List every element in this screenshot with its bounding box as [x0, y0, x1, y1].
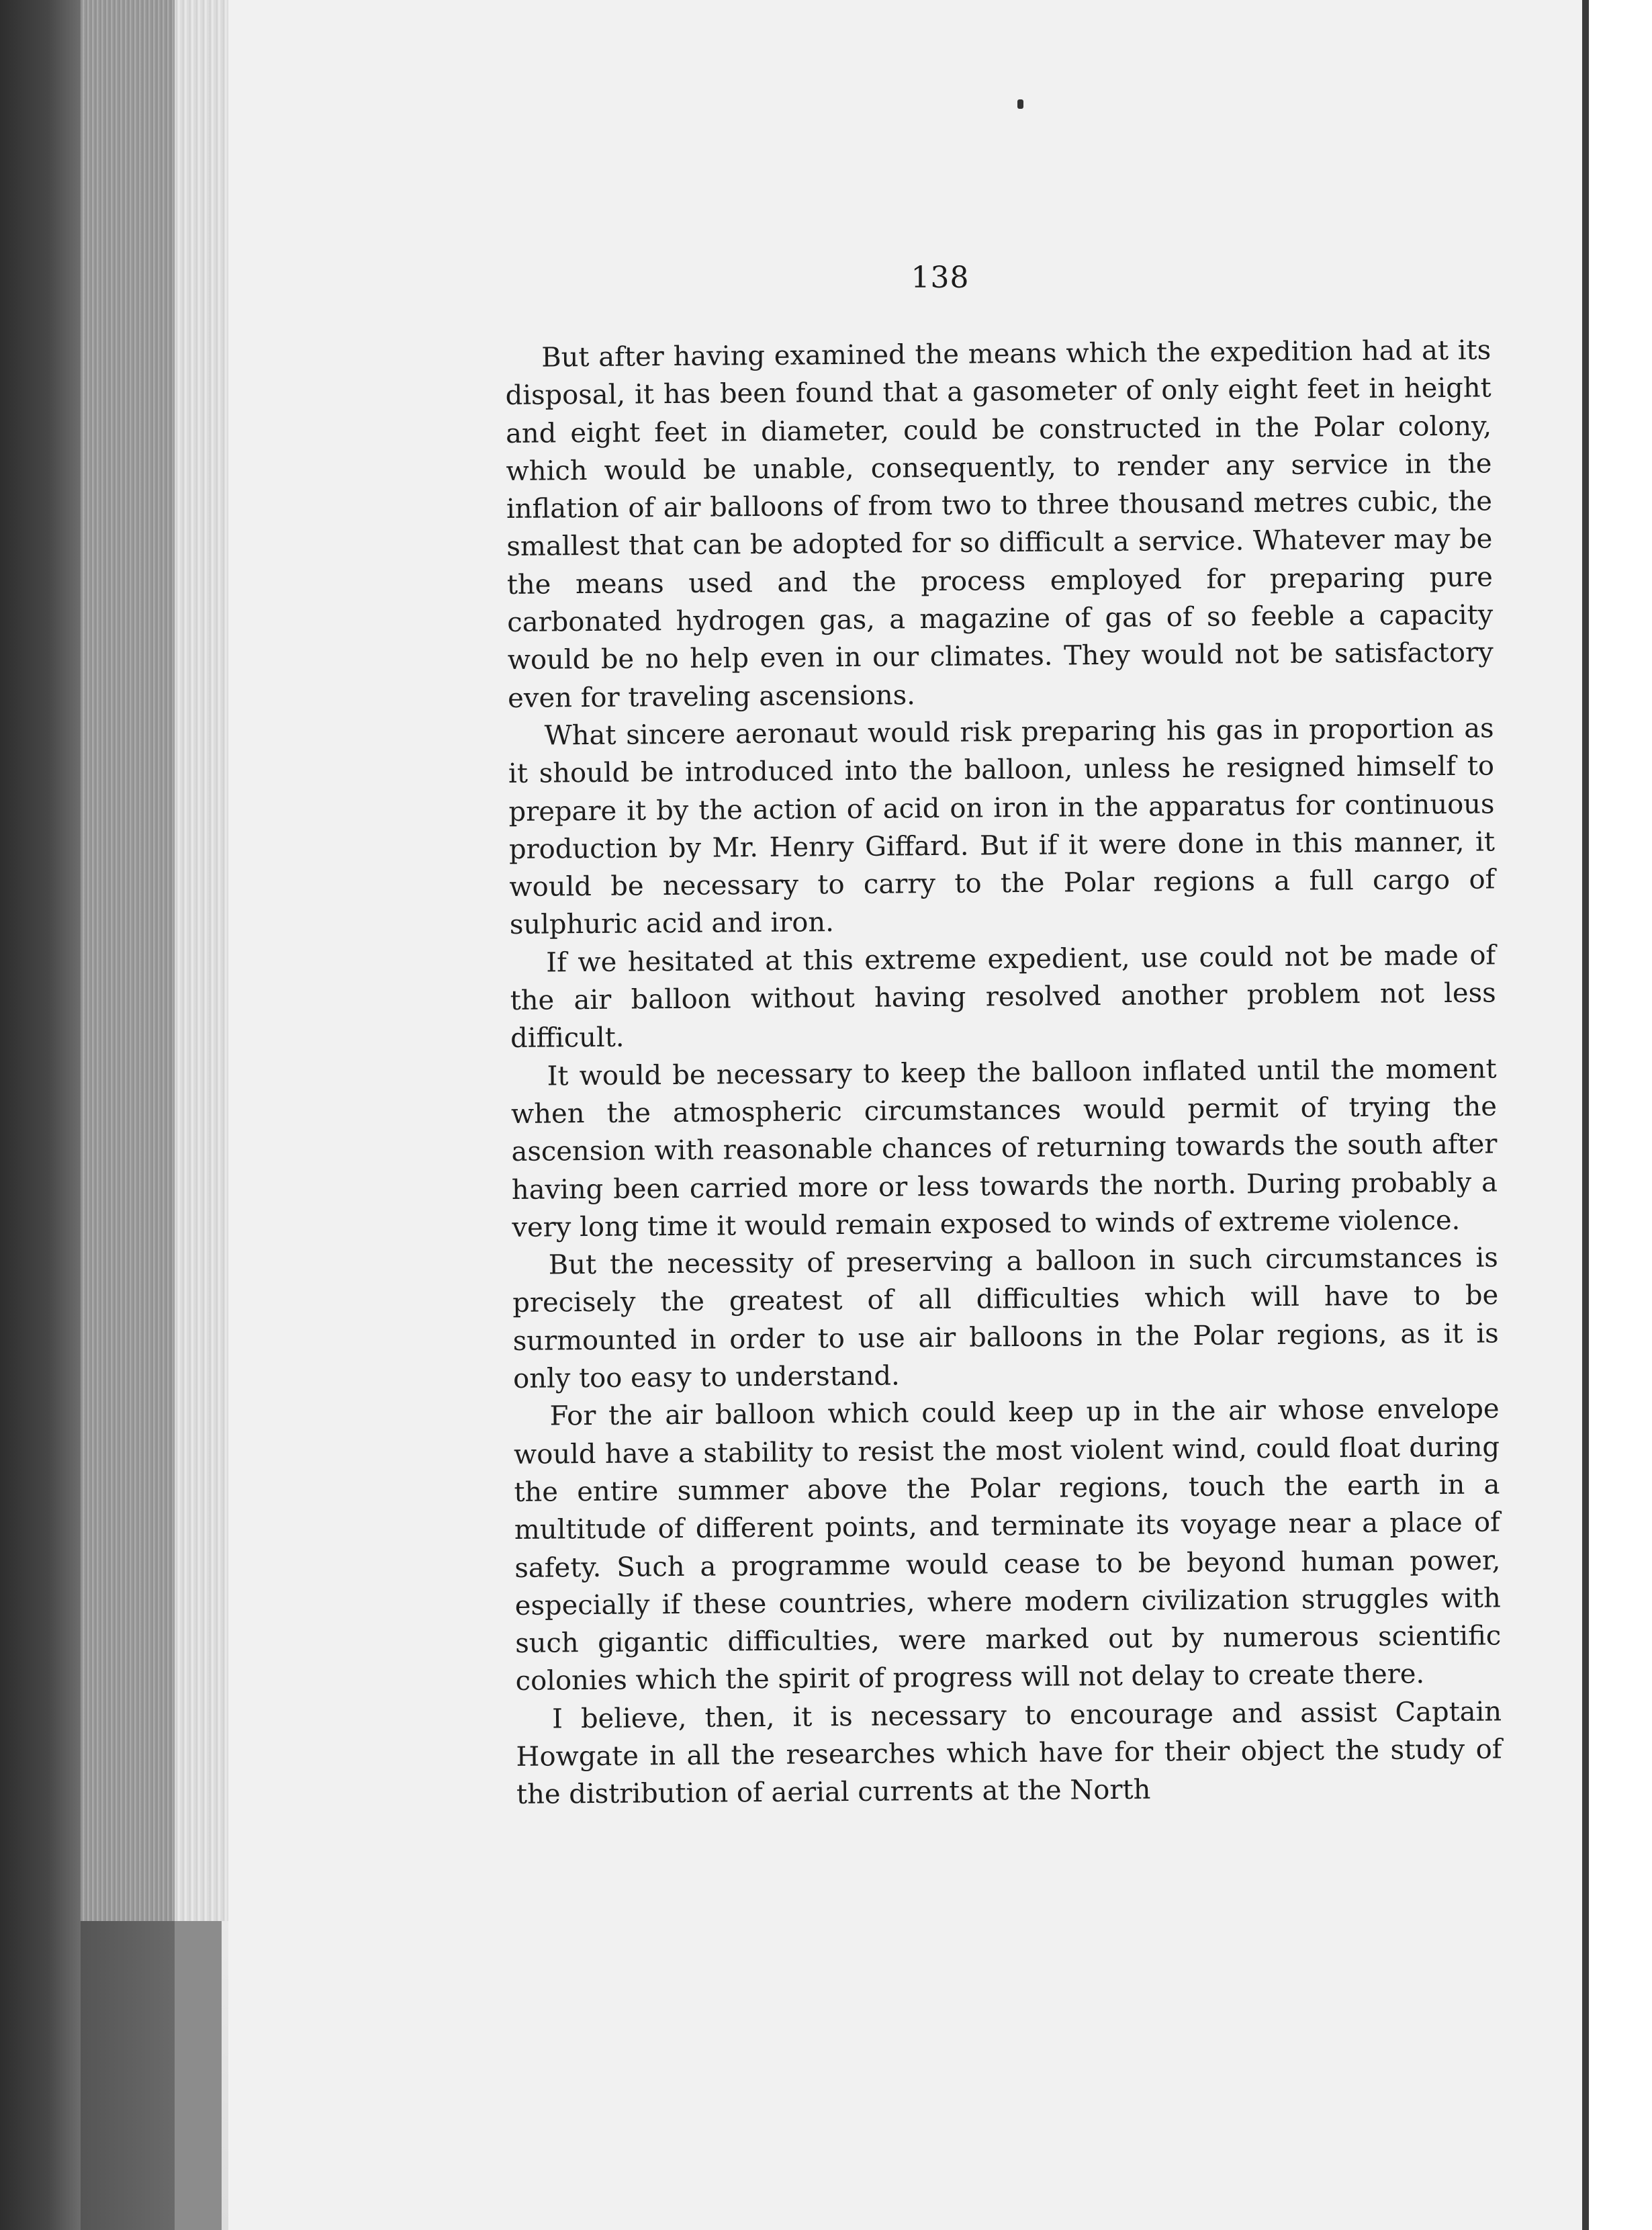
scan-background-right [1589, 0, 1652, 2230]
paragraph-stability: For the air balloon which could keep up in the air whose envelope would have a stability to resist the most violent wind, could float during the entire summer above the Polar regions, touch the earth in a multitude of different points, and terminate its voyage near a place of safety. Such a programme would cease to be beyond human power, especially if these countries, where modern civilization struggles with such gigantic difficulties, were marked out by numerous scientific colonies which the spirit of progress will not delay to create there. [513, 1393, 1502, 1697]
book-leaf-edges [81, 0, 175, 1921]
page-stack-shadow [175, 1921, 228, 2230]
paragraph-aeronaut: What sincere aeronaut would risk preparing his gas in proportion as it should be introduced into the balloon, unless he resigned himself to prepare it by the action of acid on iron in the apparatus for continuous production by Mr. Henry Giffard. But if it were done in this manner, it would be necessary to carry to the Polar regions a full cargo of sulphuric acid and iron. [508, 713, 1496, 941]
page-number: 138 [911, 261, 970, 295]
book-leaf-edges-shadow [81, 1921, 175, 2230]
scan-background-left [0, 0, 81, 2230]
right-gutter-shadow [1582, 0, 1589, 2230]
page-stack-edges [175, 0, 230, 1921]
paragraph-preserving: But the necessity of preserving a balloon in such circumstances is precisely the greatest of all difficulties which will have to be surmounted in order to use air balloons in the Polar regions, as it is only too easy to understand. [512, 1242, 1499, 1394]
paragraph-expedient: If we hesitated at this extreme expedient, use could not be made of the air balloon without having resolved another problem not less difficult. [510, 940, 1496, 1055]
body-text [505, 331, 1502, 1814]
paragraph-howgate: I believe, then, it is necessary to encourage and assist Captain Howgate in all the researches which have for their object the study of the distribution of aerial currents at the North [516, 1696, 1502, 1811]
paragraph-gasometer: But after having examined the means which the expedition had at its disposal, it has been found that a gasometer of only eight feet in height and eight feet in diameter, could be constructed in the Polar colony, which would be unable, consequently, to render any service in the inflation of air balloons of from two to three thousand metres cubic, the smallest that can be adopted for so difficult a service. Whatever may be the means used and the process employed for preparing pure carbonated hydrogen gas, a magazine of gas of so feeble a capacity would be no help even in our climates. They would not be satisfactory even for traveling ascensions. [505, 334, 1494, 714]
ink-speck [1017, 99, 1023, 109]
paragraph-keep-inflated: It would be necessary to keep the balloon inflated until the moment when the atmospheric circumstances would permit of trying the ascension with reasonable chances of returning towards the south after having been carried more or less towards the north. During probably a very long time it would remain exposed to winds of extreme violence. [510, 1053, 1498, 1243]
